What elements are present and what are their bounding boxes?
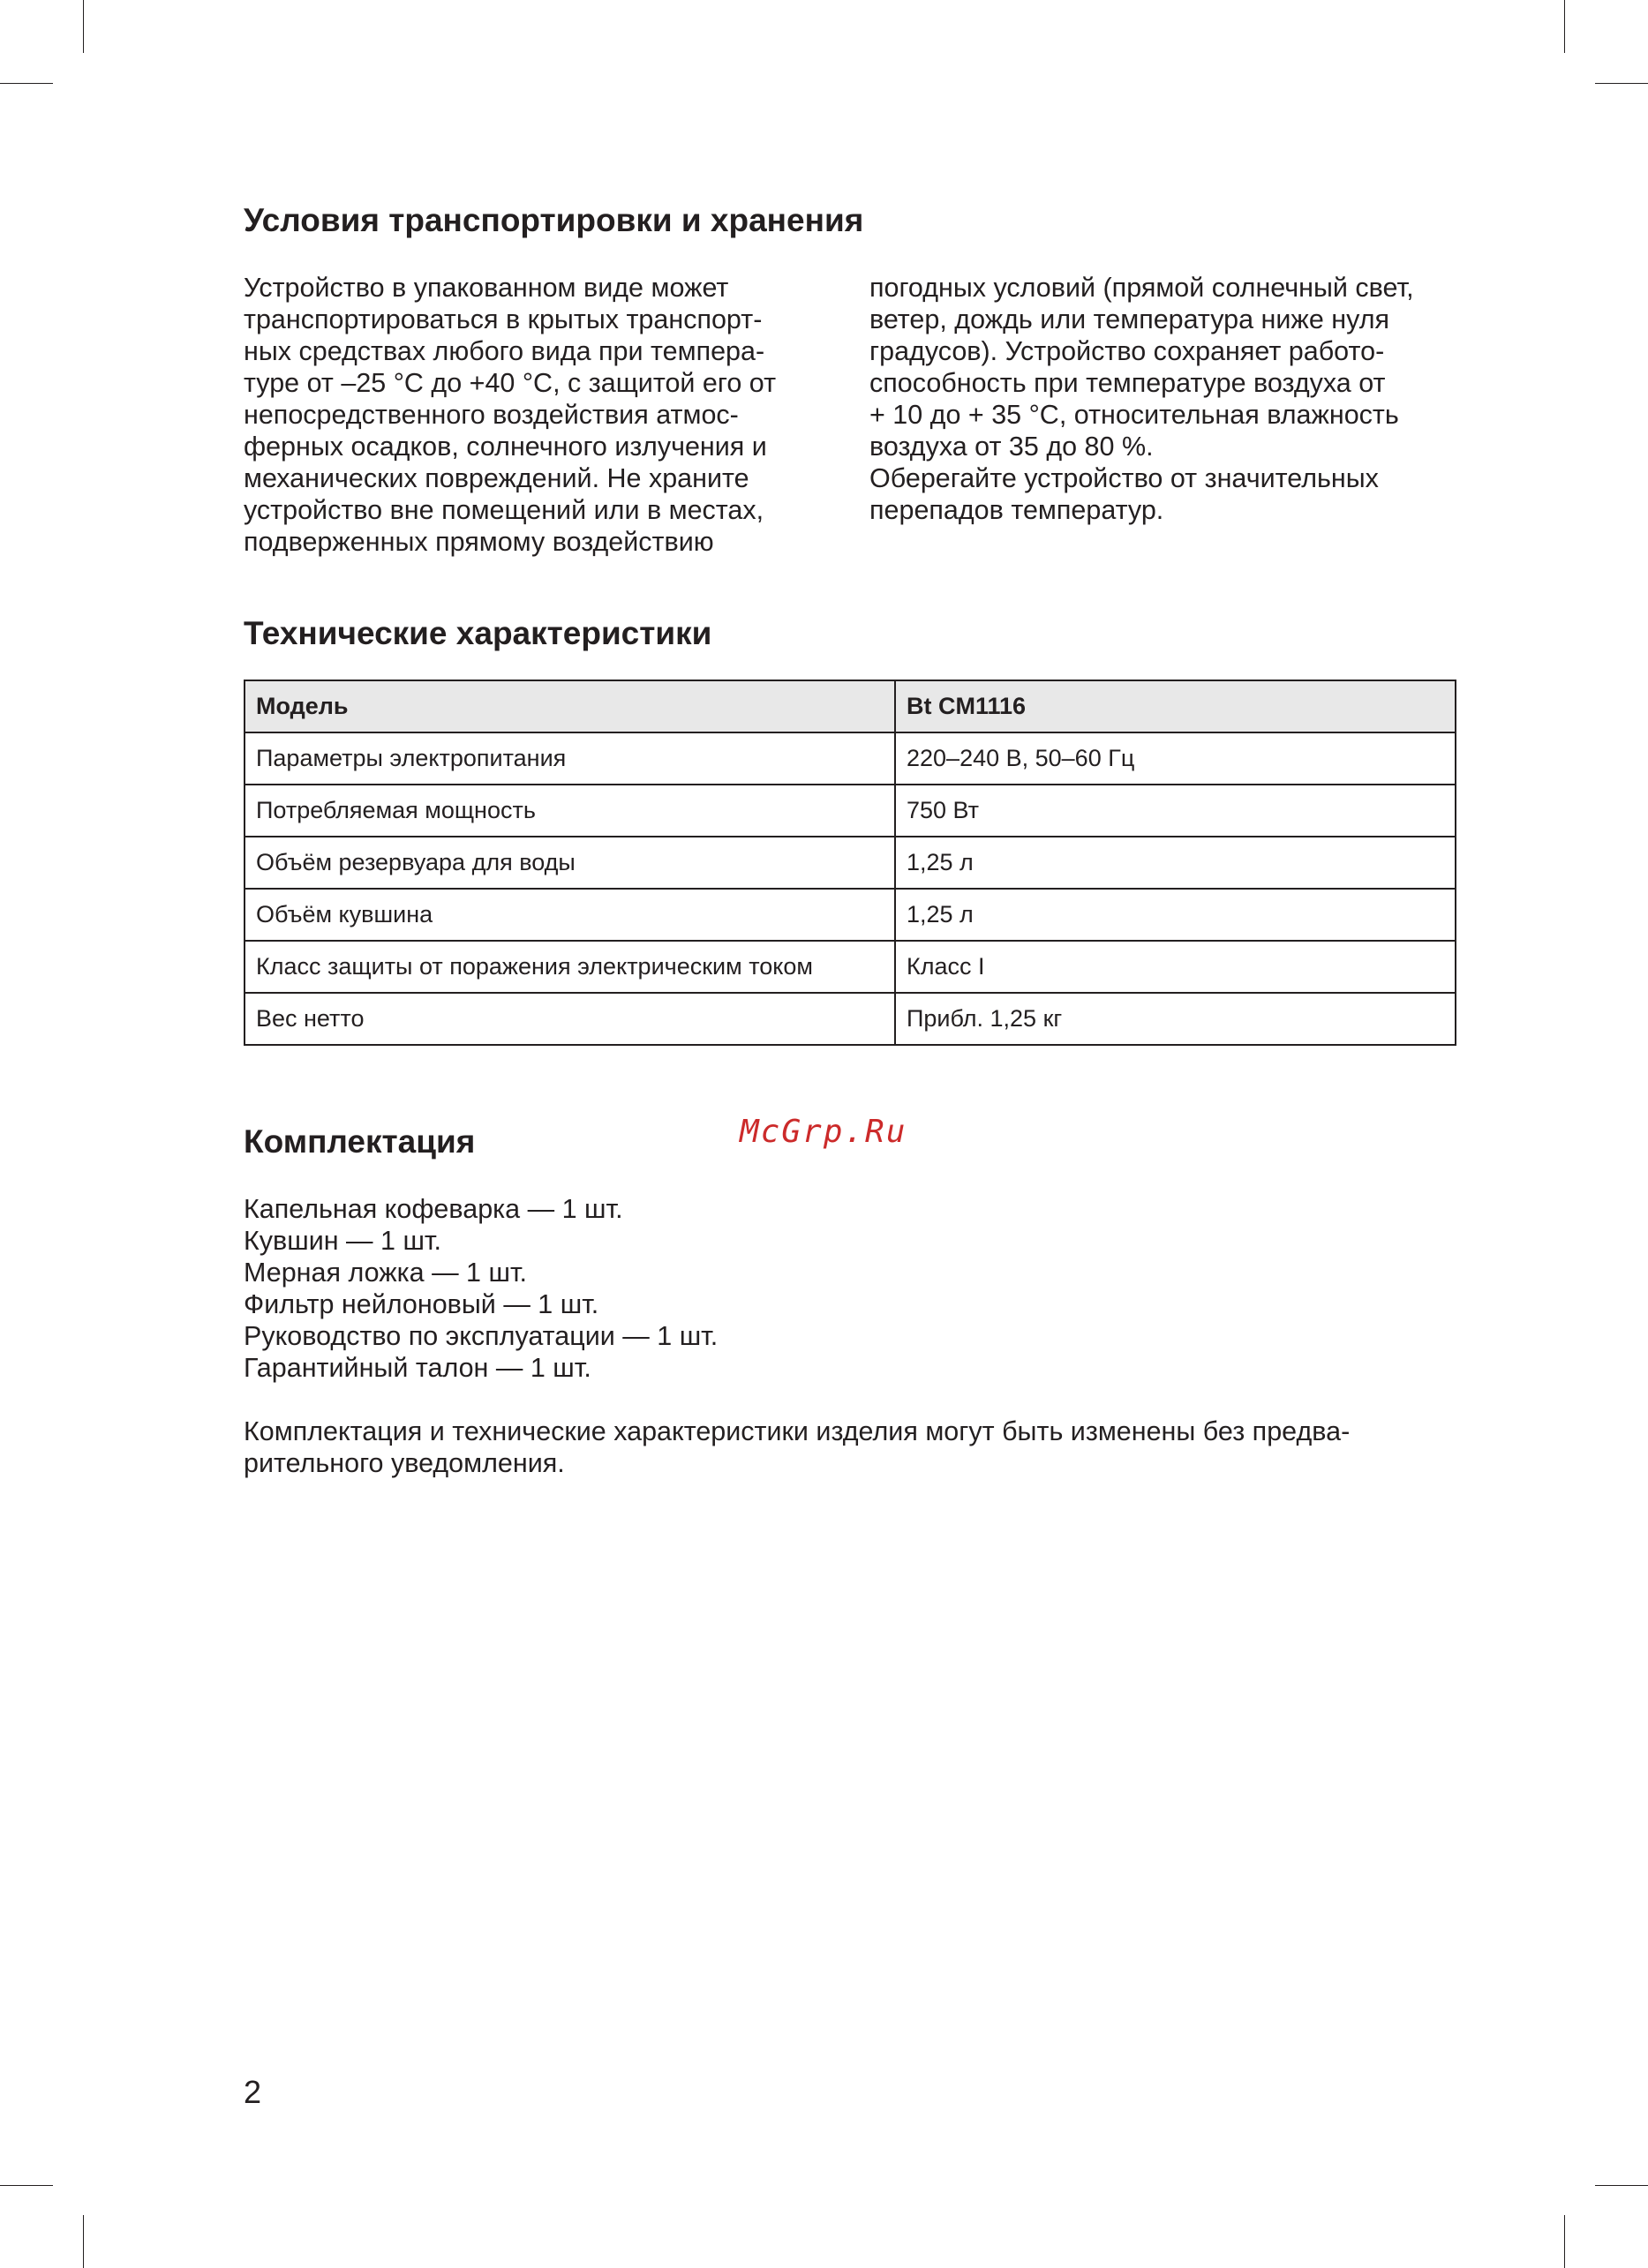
package-list bbox=[244, 1193, 718, 1384]
crop-mark-bottom-right-horizontal bbox=[1595, 2185, 1648, 2186]
table-row bbox=[245, 941, 1456, 993]
page-number: 2 bbox=[244, 2074, 262, 2110]
list-item: Капельная кофеварка — 1 шт. bbox=[244, 1194, 623, 1224]
crop-mark-top-left-horizontal bbox=[0, 83, 53, 84]
table-row bbox=[245, 993, 1456, 1045]
crop-mark-top-left-vertical bbox=[83, 0, 84, 53]
crop-mark-bottom-left-vertical bbox=[83, 2215, 84, 2268]
storage-section-title: Условия транспортировки и хранения bbox=[244, 202, 864, 238]
crop-mark-top-right-vertical bbox=[1564, 0, 1565, 53]
spec-label: Потребляемая мощность bbox=[245, 785, 895, 837]
spec-label: Класс защиты от поражения электрическим током bbox=[245, 941, 895, 993]
table-row bbox=[245, 785, 1456, 837]
table-row bbox=[245, 889, 1456, 941]
storage-text-column-1: Устройство в упакованном виде может транспортироваться в крытых транспорт- ных средствах любого вида при темпера- туре от –25 °C до +40 °C, с защитой его от непосредственного воздействия атмос- ферных осадков, солнечного излучения и механических повреждений. Не храните устройство вне помещений или в местах, подверженных прямому воздействию bbox=[244, 273, 777, 557]
spec-value: Класс I bbox=[895, 941, 1456, 993]
package-note: Комплектация и технические характеристики изделия могут быть изменены без предва- рительного уведомления. bbox=[244, 1416, 1351, 1478]
spec-value: 1,25 л bbox=[895, 837, 1456, 889]
list-item: Мерная ложка — 1 шт. bbox=[244, 1258, 528, 1288]
spec-label: Объём кувшина bbox=[245, 889, 895, 941]
watermark-link[interactable]: McGrp.Ru bbox=[740, 1114, 907, 1150]
spec-value: 220–240 В, 50–60 Гц bbox=[895, 732, 1456, 785]
spec-label: Вес нетто bbox=[245, 993, 895, 1045]
crop-mark-bottom-right-vertical bbox=[1564, 2215, 1565, 2268]
specs-table-header-row bbox=[245, 680, 1456, 732]
specs-section-title: Технические характеристики bbox=[244, 615, 712, 651]
table-row bbox=[245, 837, 1456, 889]
specs-header-model-label: Модель bbox=[245, 680, 895, 732]
specs-table bbox=[244, 680, 1456, 1046]
storage-text-column-2: погодных условий (прямой солнечный свет, ветер, дождь или температура ниже нуля градусов). Устройство сохраняет работо- способность при температуре воздуха от + 10 до + 35 °C, относительная влажность воздуха от 35 до 80 %. Оберегайте устройство от значительных перепадов температур. bbox=[869, 273, 1414, 525]
list-item: Руководство по эксплуатации — 1 шт. bbox=[244, 1321, 719, 1351]
spec-label: Параметры электропитания bbox=[245, 732, 895, 785]
package-section-title: Комплектация bbox=[244, 1123, 476, 1160]
crop-mark-bottom-left-horizontal bbox=[0, 2185, 53, 2186]
spec-label: Объём резервуара для воды bbox=[245, 837, 895, 889]
specs-header-model-value: Bt CM1116 bbox=[895, 680, 1456, 732]
list-item: Кувшин — 1 шт. bbox=[244, 1226, 441, 1256]
spec-value: Прибл. 1,25 кг bbox=[895, 993, 1456, 1045]
list-item: Гарантийный талон — 1 шт. bbox=[244, 1353, 591, 1383]
spec-value: 1,25 л bbox=[895, 889, 1456, 941]
list-item: Фильтр нейлоновый — 1 шт. bbox=[244, 1289, 599, 1319]
table-row bbox=[245, 732, 1456, 785]
spec-value: 750 Вт bbox=[895, 785, 1456, 837]
crop-mark-top-right-horizontal bbox=[1595, 83, 1648, 84]
